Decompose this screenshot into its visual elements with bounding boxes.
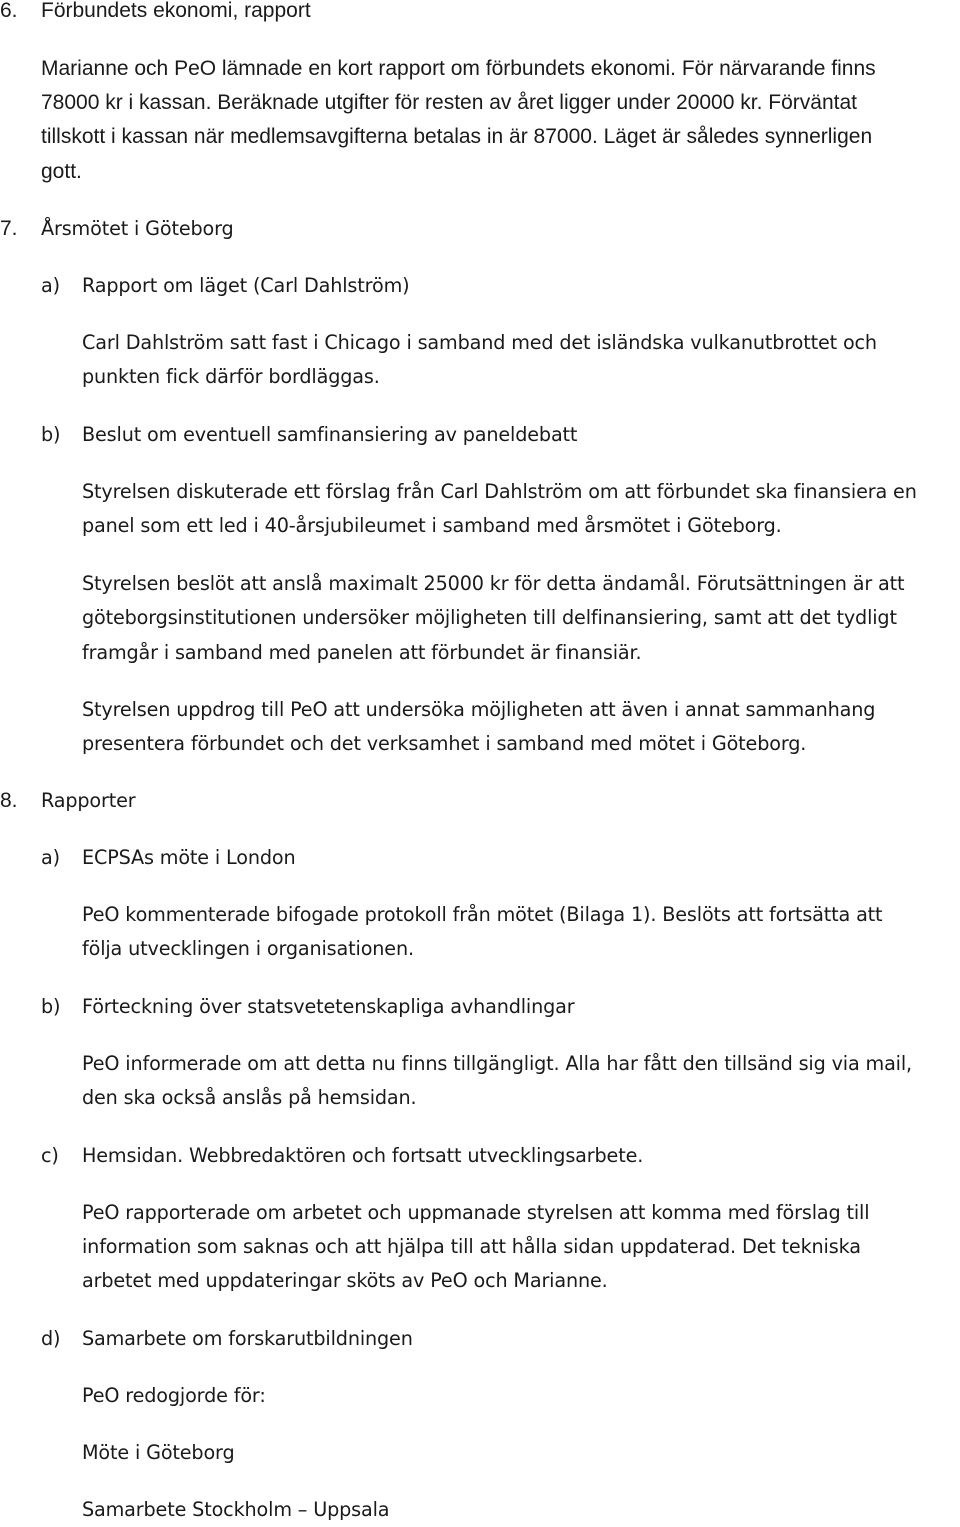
paragraph-line: Möte i Göteborg [82,1441,235,1464]
paragraph-line: PeO informerade om att detta nu finns tillgängligt. Alla har fått den tillsänd sig via mail, [82,1052,912,1075]
item-title: Samarbete om forskarutbildningen [82,1327,413,1350]
paragraph-line: gott. [41,160,82,183]
paragraph-line: Styrelsen diskuterade ett förslag från Carl Dahlström om att förbundet ska finansiera en [82,480,917,503]
paragraph-line: framgår i samband med panelen att förbundet är finansiär. [82,641,642,664]
section-number: 6. [0,0,18,22]
section-number: 8. [0,789,18,812]
section-number: 7. [0,217,18,240]
paragraph-line: Styrelsen beslöt att anslå maximalt 25000 kr för detta ändamål. Förutsättningen är att [82,572,905,595]
paragraph-line: punkten fick därför bordläggas. [82,365,380,388]
item-letter: a) [41,274,60,297]
item-title: Hemsidan. Webbredaktören och fortsatt utvecklingsarbete. [82,1144,644,1167]
item-letter: b) [41,995,61,1018]
paragraph-line: PeO rapporterade om arbetet och uppmanade styrelsen att komma med förslag till [82,1201,870,1224]
paragraph-line: tillskott i kassan när medlemsavgifterna betalas in är 87000. Läget är således synnerligen [41,125,873,148]
paragraph-line: följa utvecklingen i organisationen. [82,937,414,960]
item-letter: b) [41,423,61,446]
item-title: Förteckning över statsvetetenskapliga avhandlingar [82,995,575,1018]
item-letter: a) [41,846,60,869]
paragraph-line: den ska också anslås på hemsidan. [82,1086,417,1109]
paragraph-line: arbetet med uppdateringar sköts av PeO och Marianne. [82,1269,608,1292]
paragraph-line: Samarbete Stockholm – Uppsala [82,1498,390,1521]
section-title: Förbundets ekonomi, rapport [41,0,311,22]
paragraph-line: Carl Dahlström satt fast i Chicago i samband med det isländska vulkanutbrottet och [82,331,877,354]
paragraph-line: information som saknas och att hjälpa till att hålla sidan uppdaterad. Det tekniska [82,1235,861,1258]
paragraph-line: Styrelsen uppdrog till PeO att undersöka möjligheten att även i annat sammanhang [82,698,876,721]
item-title: ECPSAs möte i London [82,846,296,869]
paragraph-line: 78000 kr i kassan. Beräknade utgifter för resten av året ligger under 20000 kr. Förväntat [41,91,857,114]
section-title: Årsmötet i Göteborg [41,217,234,240]
paragraph-line: PeO kommenterade bifogade protokoll från mötet (Bilaga 1). Beslöts att fortsätta att [82,903,883,926]
paragraph-line: göteborgsinstitutionen undersöker möjligheten till delfinansiering, samt att det tydligt [82,606,897,629]
item-title: Rapport om läget (Carl Dahlström) [82,274,410,297]
item-letter: c) [41,1144,59,1167]
item-title: Beslut om eventuell samfinansiering av paneldebatt [82,423,578,446]
paragraph-line: Marianne och PeO lämnade en kort rapport om förbundets ekonomi. För närvarande finns [41,57,876,80]
section-title: Rapporter [41,789,136,812]
item-letter: d) [41,1327,61,1350]
paragraph-line: PeO redogjorde för: [82,1384,266,1407]
paragraph-line: panel som ett led i 40-årsjubileumet i samband med årsmötet i Göteborg. [82,514,782,537]
paragraph-line: presentera förbundet och det verksamhet i samband med mötet i Göteborg. [82,732,807,755]
